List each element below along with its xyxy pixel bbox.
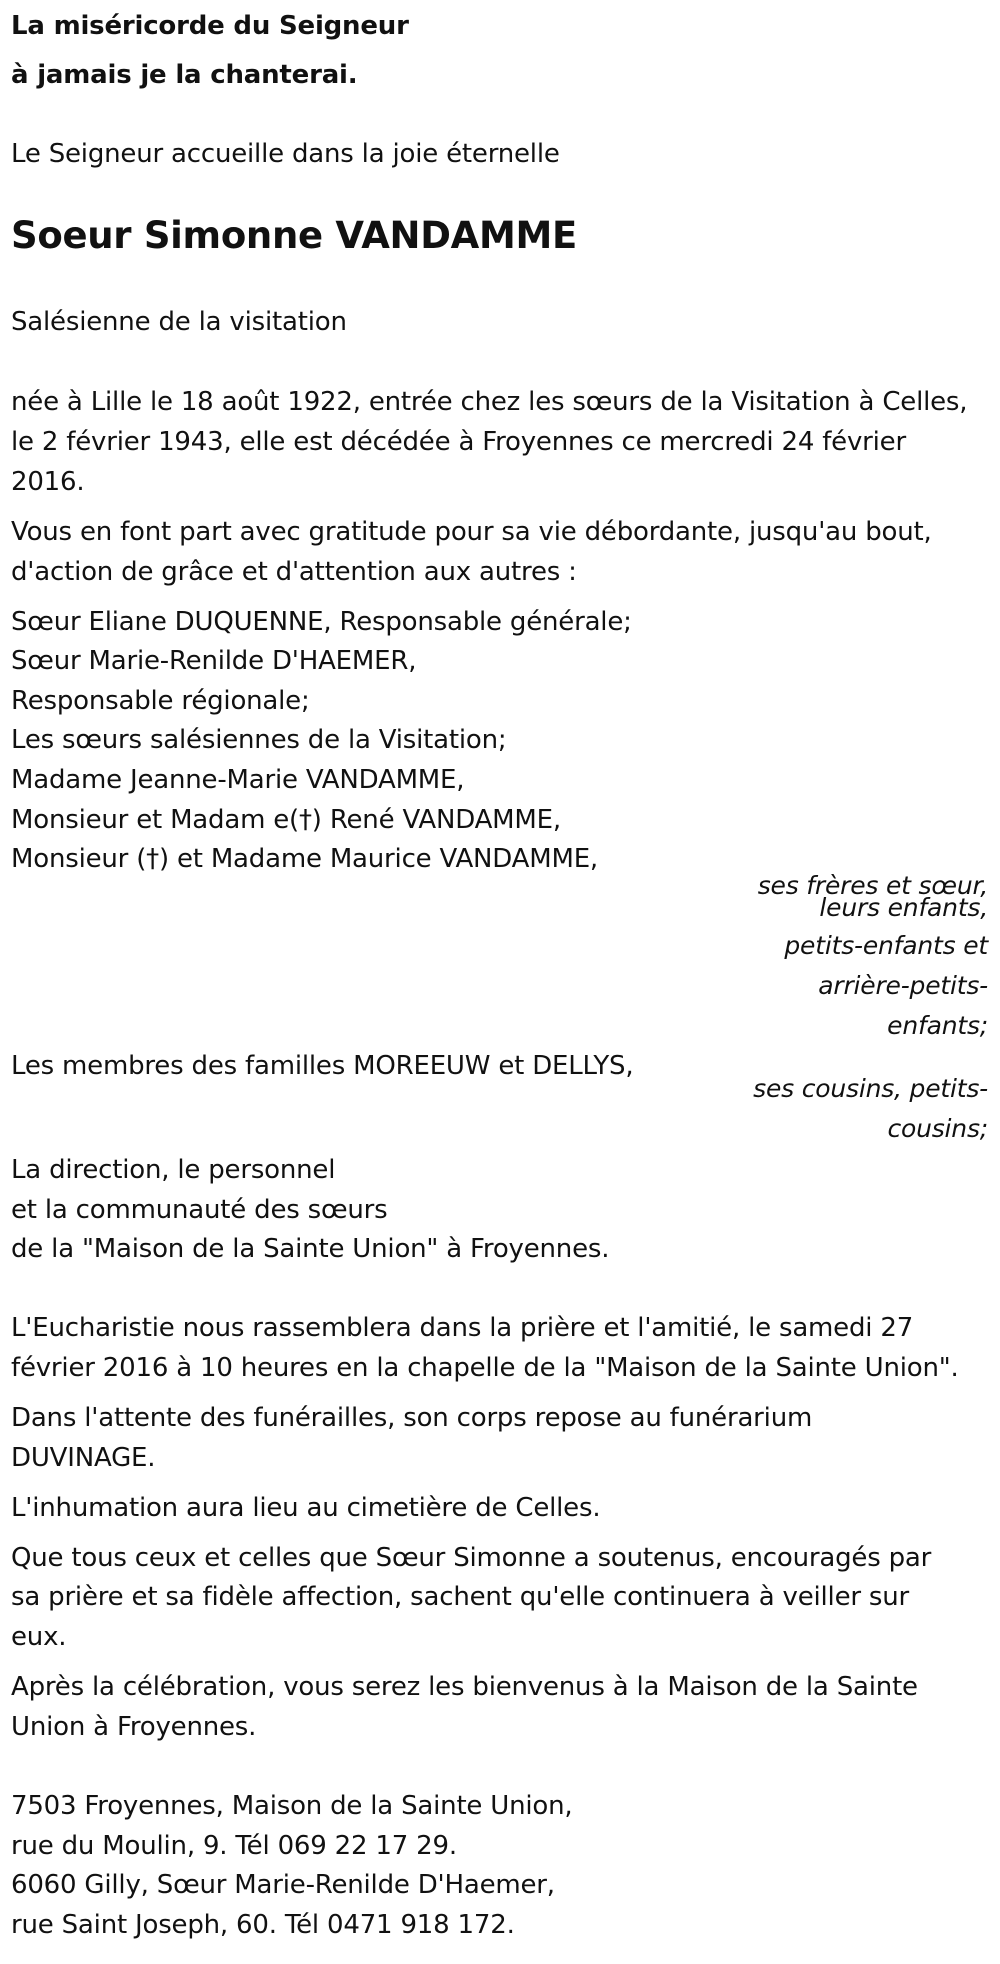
relation-line-4: arrière-petits- [818,971,988,1000]
verse-line-2: à jamais je la chanterai. [11,60,358,90]
funerarium-line-2: DUVINAGE. [11,1443,156,1473]
address-line-3: 6060 Gilly, Sœur Marie-Renilde D'Haemer, [11,1870,555,1900]
institution-line-3: de la "Maison de la Sainte Union" à Froyennes. [11,1234,610,1264]
address-line-2: rue du Moulin, 9. Tél 069 22 17 29. [11,1831,457,1861]
deceased-name: Soeur Simonne VANDAMME [11,214,577,257]
relation-line-5: enfants; [887,1011,988,1040]
eucharist-line-2: février 2016 à 10 heures en la chapelle de la "Maison de la Sainte Union". [11,1353,959,1383]
tribute-line-1: Que tous ceux et celles que Sœur Simonne a soutenus, encouragés par [11,1543,932,1573]
relation-2-line-2: cousins; [887,1114,988,1143]
relation-line-3: petits-enfants et [784,931,988,960]
announcement-line-2: d'action de grâce et d'attention aux autres : [11,557,577,587]
family-line-3: Responsable régionale; [11,686,310,716]
family-line-6: Monsieur et Madam e(†) René VANDAMME, [11,805,561,835]
relation-line-1: ses frères et sœur, [757,871,988,900]
family-line-1: Sœur Eliane DUQUENNE, Responsable générale; [11,607,632,637]
biography-line-1: née à Lille le 18 août 1922, entrée chez les sœurs de la Visitation à Celles, [11,387,968,417]
burial-text: L'inhumation aura lieu au cimetière de Celles. [11,1493,601,1523]
eucharist-line-1: L'Eucharistie nous rassemblera dans la prière et l'amitié, le samedi 27 [11,1313,914,1343]
biography-line-3: 2016. [11,467,85,497]
funerarium-line-1: Dans l'attente des funérailles, son corps repose au funérarium [11,1403,813,1433]
address-line-4: rue Saint Joseph, 60. Tél 0471 918 172. [11,1910,515,1940]
religious-order: Salésienne de la visitation [11,307,347,337]
reception-line-1: Après la célébration, vous serez les bienvenus à la Maison de la Sainte [11,1672,918,1702]
relation-line-2: leurs enfants, [819,893,988,922]
intro-text: Le Seigneur accueille dans la joie éternelle [11,139,560,169]
institution-line-1: La direction, le personnel [11,1155,336,1185]
biography-line-2: le 2 février 1943, elle est décédée à Froyennes ce mercredi 24 février [11,427,906,457]
family-line-8: Les membres des familles MOREEUW et DELLYS, [11,1051,634,1081]
announcement-line-1: Vous en font part avec gratitude pour sa vie débordante, jusqu'au bout, [11,517,932,547]
tribute-line-2: sa prière et sa fidèle affection, sachent qu'elle continuera à veiller sur [11,1582,910,1612]
institution-line-2: et la communauté des sœurs [11,1195,388,1225]
family-line-7: Monsieur (†) et Madame Maurice VANDAMME, [11,844,598,874]
relation-2-line-1: ses cousins, petits- [753,1074,988,1103]
reception-line-2: Union à Froyennes. [11,1712,257,1742]
verse-line-1: La miséricorde du Seigneur [11,11,409,41]
family-line-5: Madame Jeanne-Marie VANDAMME, [11,765,465,795]
family-line-2: Sœur Marie-Renilde D'HAEMER, [11,646,417,676]
tribute-line-3: eux. [11,1622,67,1652]
family-line-4: Les sœurs salésiennes de la Visitation; [11,725,507,755]
address-line-1: 7503 Froyennes, Maison de la Sainte Union, [11,1791,573,1821]
